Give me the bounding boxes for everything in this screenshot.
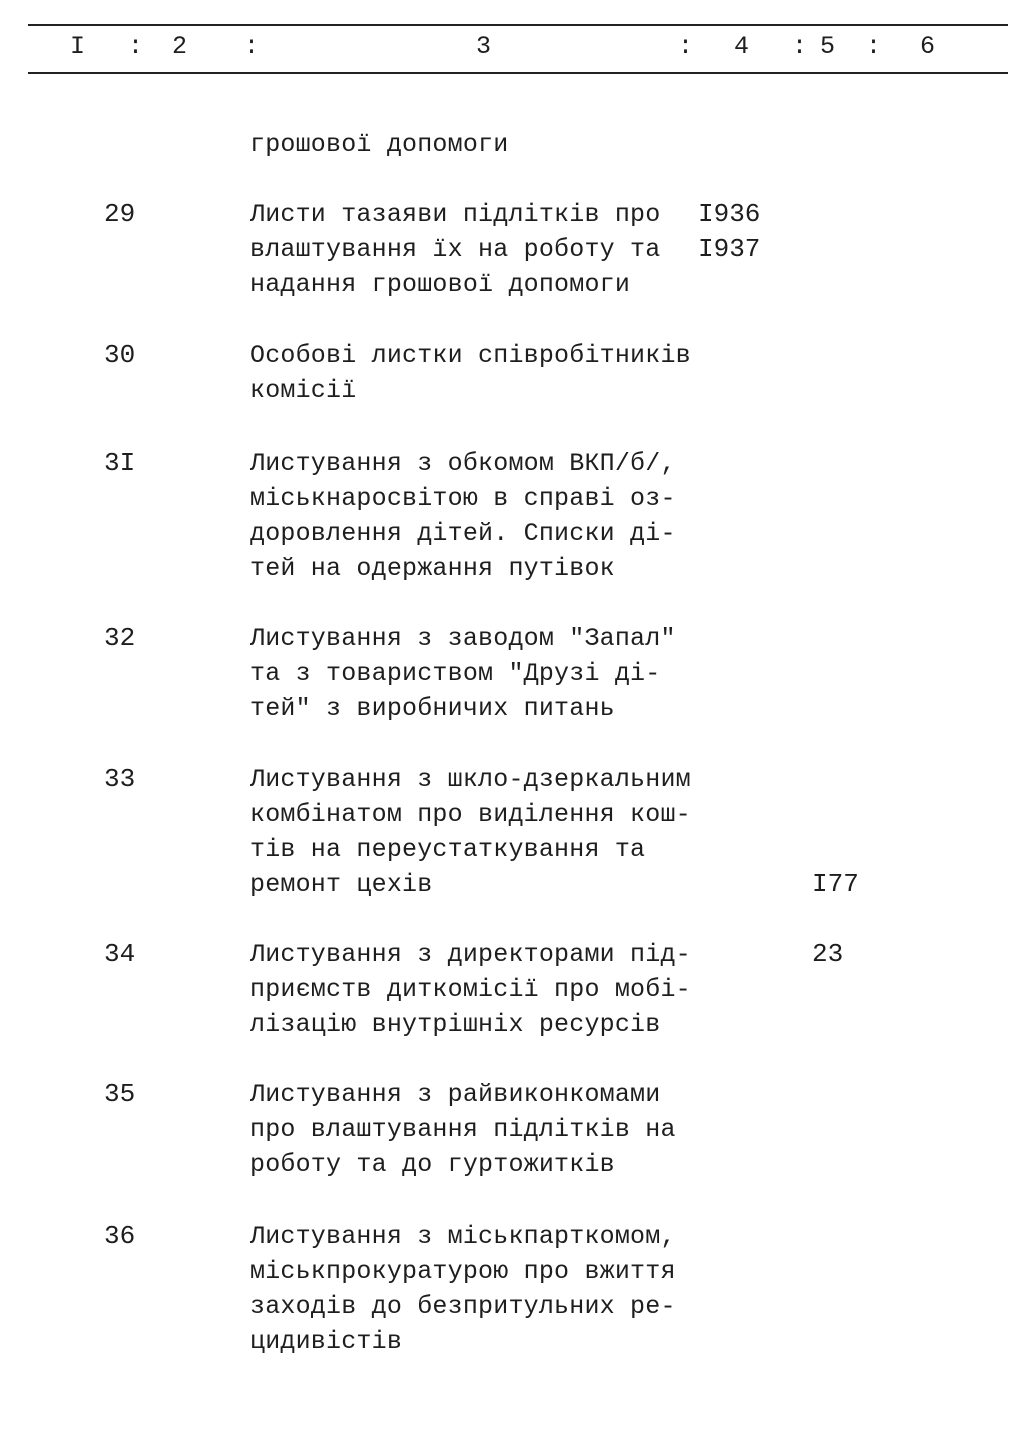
description-line: влаштування їх на роботу та <box>250 235 661 264</box>
entry-number: 34 <box>104 939 136 969</box>
description-line: надання грошової допомоги <box>250 270 631 299</box>
description-line: Листування з райвиконкомами <box>250 1080 661 1109</box>
header-col-3: 3 <box>476 32 492 61</box>
header-separator: : <box>866 32 882 61</box>
entry-number: 35 <box>104 1079 136 1109</box>
description-line: Листи тазаяви підлітків про <box>250 200 661 229</box>
header-col-5: 5 <box>820 32 836 61</box>
entry-dates <box>698 197 760 267</box>
description-line: тей" з виробничих питань <box>250 694 615 723</box>
entry-description <box>250 127 690 162</box>
description-line: Листування з міськпарткомом, <box>250 1222 676 1251</box>
entry-number: 29 <box>104 199 136 229</box>
header-col-6: 6 <box>920 32 936 61</box>
description-line: та з товариством "Друзі ді- <box>250 659 661 688</box>
description-line: Листування з шкло-дзеркальним <box>250 765 691 794</box>
entry-description <box>250 762 690 902</box>
header-separator: : <box>792 32 808 61</box>
description-line: про влаштування підлітків на <box>250 1115 676 1144</box>
entry-description <box>250 621 690 726</box>
description-line: тей на одержання путівок <box>250 554 615 583</box>
description-line: цидивістів <box>250 1327 403 1356</box>
header-col-4: 4 <box>734 32 750 61</box>
description-line: комісії <box>250 376 357 405</box>
entry-number: 3I <box>104 448 136 478</box>
description-line: заходів до безпритульних ре- <box>250 1292 676 1321</box>
entry-description <box>250 1077 690 1182</box>
header-separator: : <box>128 32 144 61</box>
description-line: комбінатом про виділення кош- <box>250 800 691 829</box>
header-top-rule <box>28 24 1008 26</box>
entry-description <box>250 197 690 302</box>
entry-number: 33 <box>104 764 136 794</box>
description-line: міськнаросвітою в справі оз- <box>250 484 676 513</box>
entry-sheet-count: I77 <box>812 869 859 899</box>
header-separator: : <box>678 32 694 61</box>
description-line: приємств диткомісії про мобі- <box>250 975 691 1004</box>
header-col-1: I <box>70 32 86 61</box>
entry-number: 32 <box>104 623 136 653</box>
date-end: I937 <box>698 234 761 264</box>
description-line: Особові листки співробітників <box>250 341 691 370</box>
entry-number: 30 <box>104 340 136 370</box>
description-line: міськпрокуратурою про вжиття <box>250 1257 676 1286</box>
entry-description <box>250 446 690 586</box>
entry-description <box>250 937 690 1042</box>
description-line: Листування з обкомом ВКП/б/, <box>250 449 676 478</box>
entry-description <box>250 1219 690 1359</box>
description-line: роботу та до гуртожитків <box>250 1150 615 1179</box>
entry-sheet-count: 23 <box>812 939 844 969</box>
header-separator: : <box>244 32 260 61</box>
description-line: доровлення дітей. Списки ді- <box>250 519 676 548</box>
date-start: I936 <box>698 199 761 229</box>
header-bottom-rule <box>28 72 1008 74</box>
description-line: грошової допомоги <box>250 130 509 159</box>
description-line: Листування з заводом "Запал" <box>250 624 676 653</box>
table-header <box>0 0 1024 80</box>
description-line: ремонт цехів <box>250 870 433 899</box>
description-line: Листування з директорами під- <box>250 940 691 969</box>
description-line: лізацію внутрішніх ресурсів <box>250 1010 661 1039</box>
header-col-2: 2 <box>172 32 188 61</box>
description-line: тів на переустаткування та <box>250 835 646 864</box>
entry-description <box>250 338 690 408</box>
entry-number: 36 <box>104 1221 136 1251</box>
